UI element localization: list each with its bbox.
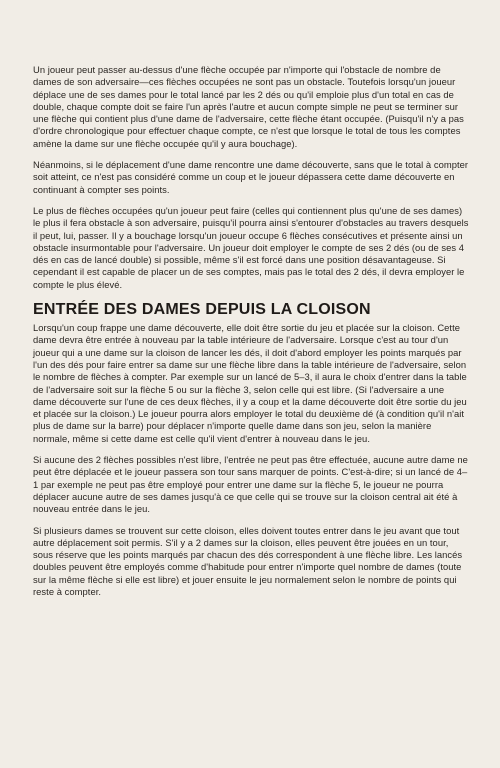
paragraph-entrée-cloison: Lorsqu'un coup frappe une dame découverte, elle doit être sortie du jeu et placée sur la cloison. Cette dame devra être entrée à nouveau par la table intérieure de l'adversaire. Lorsque c'est au tour d'un joueur qui a une dame sur la cloison de lancer les dés, il doit d'abord employer les points marqués par l'un des dés pour faire entrer sa dame sur une flèche libre dans la table intérieure de l'adversaire, selon le nombre de flèches à compter. Par exemple sur un lancé de 5–3, il aura le choix d'entrer dans la table de l'adversaire soit sur la flèche 5 ou sur la flèche 3, selon celle qui est libre. (Si l'adversaire a une dame découverte sur l'une de ces deux flèches, il y a coup et la dame découverte doit être sortie du jeu et placée sur la cloison.) Le joueur pourra alors employer le total du deuxième dé (à condition qu'il n'ait plus de dame sur la barre) pour déplacer n'importe quelle dame dans son jeu, selon la manière normale, même si cette dame est celle qu'il vient d'entrer à nouveau dans le jeu.: [33, 322, 467, 444]
paragraph-plusieurs-dames: Si plusieurs dames se trouvent sur cette cloison, elles doivent toutes entrer dans le jeu avant que tout autre déplacement soit permis. S'il y a 2 dames sur la cloison, elles peuvent être jouées en un tour, sous réserve que les points marqués par chacun des dés correspondent à une flèche libre. Les lancés doubles peuvent être employés comme d'habitude pour entrer n'importe quel nombre de dames (toute sur la même flèche si elle est libre) et jouer ensuite le jeu normalement selon le nombre de points qui reste à compter.: [33, 524, 463, 597]
paragraph-bouchage: Le plus de flèches occupées qu'un joueur peut faire (celles qui contiennent plus qu'une de ses dames) le plus il fera obstacle à son adversaire, puisqu'il pourra ainsi s'entourer d'obstacles au travers desquels il peut, lui, passer. Il y a bouchage lorsqu'un joueur occupe 6 flèches consécutives et présente ainsi un obstacle insurmontable pour l'adversaire. Un joueur doit employer le compte de ses 2 dés (ou de ses 4 dés en cas de lancé double) si possible, même s'il est forcé dans une position désavantageuse. Si cependant il est capable de placer un de ses comptes, mais pas le total des 2 dés, il devra employer le compte le plus élevé.: [33, 204, 469, 290]
section-heading-entrée-des-dames: ENTRÉE DES DAMES DEPUIS LA CLOISON: [33, 301, 371, 319]
paragraph-flèches-occupées: Un joueur peut passer au-dessus d'une flèche occupée par n'importe qui l'obstacle de nombre de dames de son adversaire—ces flèches occupées ne sont pas un obstacle. Toutefois lorsqu'un joueur déplace une de ses dames pour le total lancé par les 2 dés ou qu'il emploie plus d'un total en cas de double, chaque compte doit se faire l'un après l'autre et aucun compte simple ne peut se terminer sur une flèche qui contient plus d'une dame de l'adversaire, cette flèche étant occupée. (Puisqu'il n'y a pas d'ordre chronologique pour effectuer chaque compte, ce n'est que lorsque le total de tous les comptes amène la dame sur une flèche occupée qu'il y aura bouchage).: [33, 64, 464, 149]
paragraph-dame-découverte: Néanmoins, si le déplacement d'une dame rencontre une dame découverte, sans que le total à compter soit atteint, ce n'est pas considéré comme un coup et le joueur dépassera cette dame découverte en continuant à compter ses points.: [33, 159, 469, 195]
paragraph-aucune-flèche-libre: Si aucune des 2 flèches possibles n'est libre, l'entrée ne peut pas être effectuée, aucune autre dame ne peut être déplacée et le joueur passera son tour sans marquer de points. C'est-à-dire; si un lancé de 4–1 par exemple ne peut pas être employé pour entrer une dame sur la flèche 5, le joueur ne pourra déplacer aucune autre de ses dames jusqu'à ce que celle qui se trouve sur la cloison central ait été à nouveau entrée dans le jeu.: [33, 454, 468, 515]
